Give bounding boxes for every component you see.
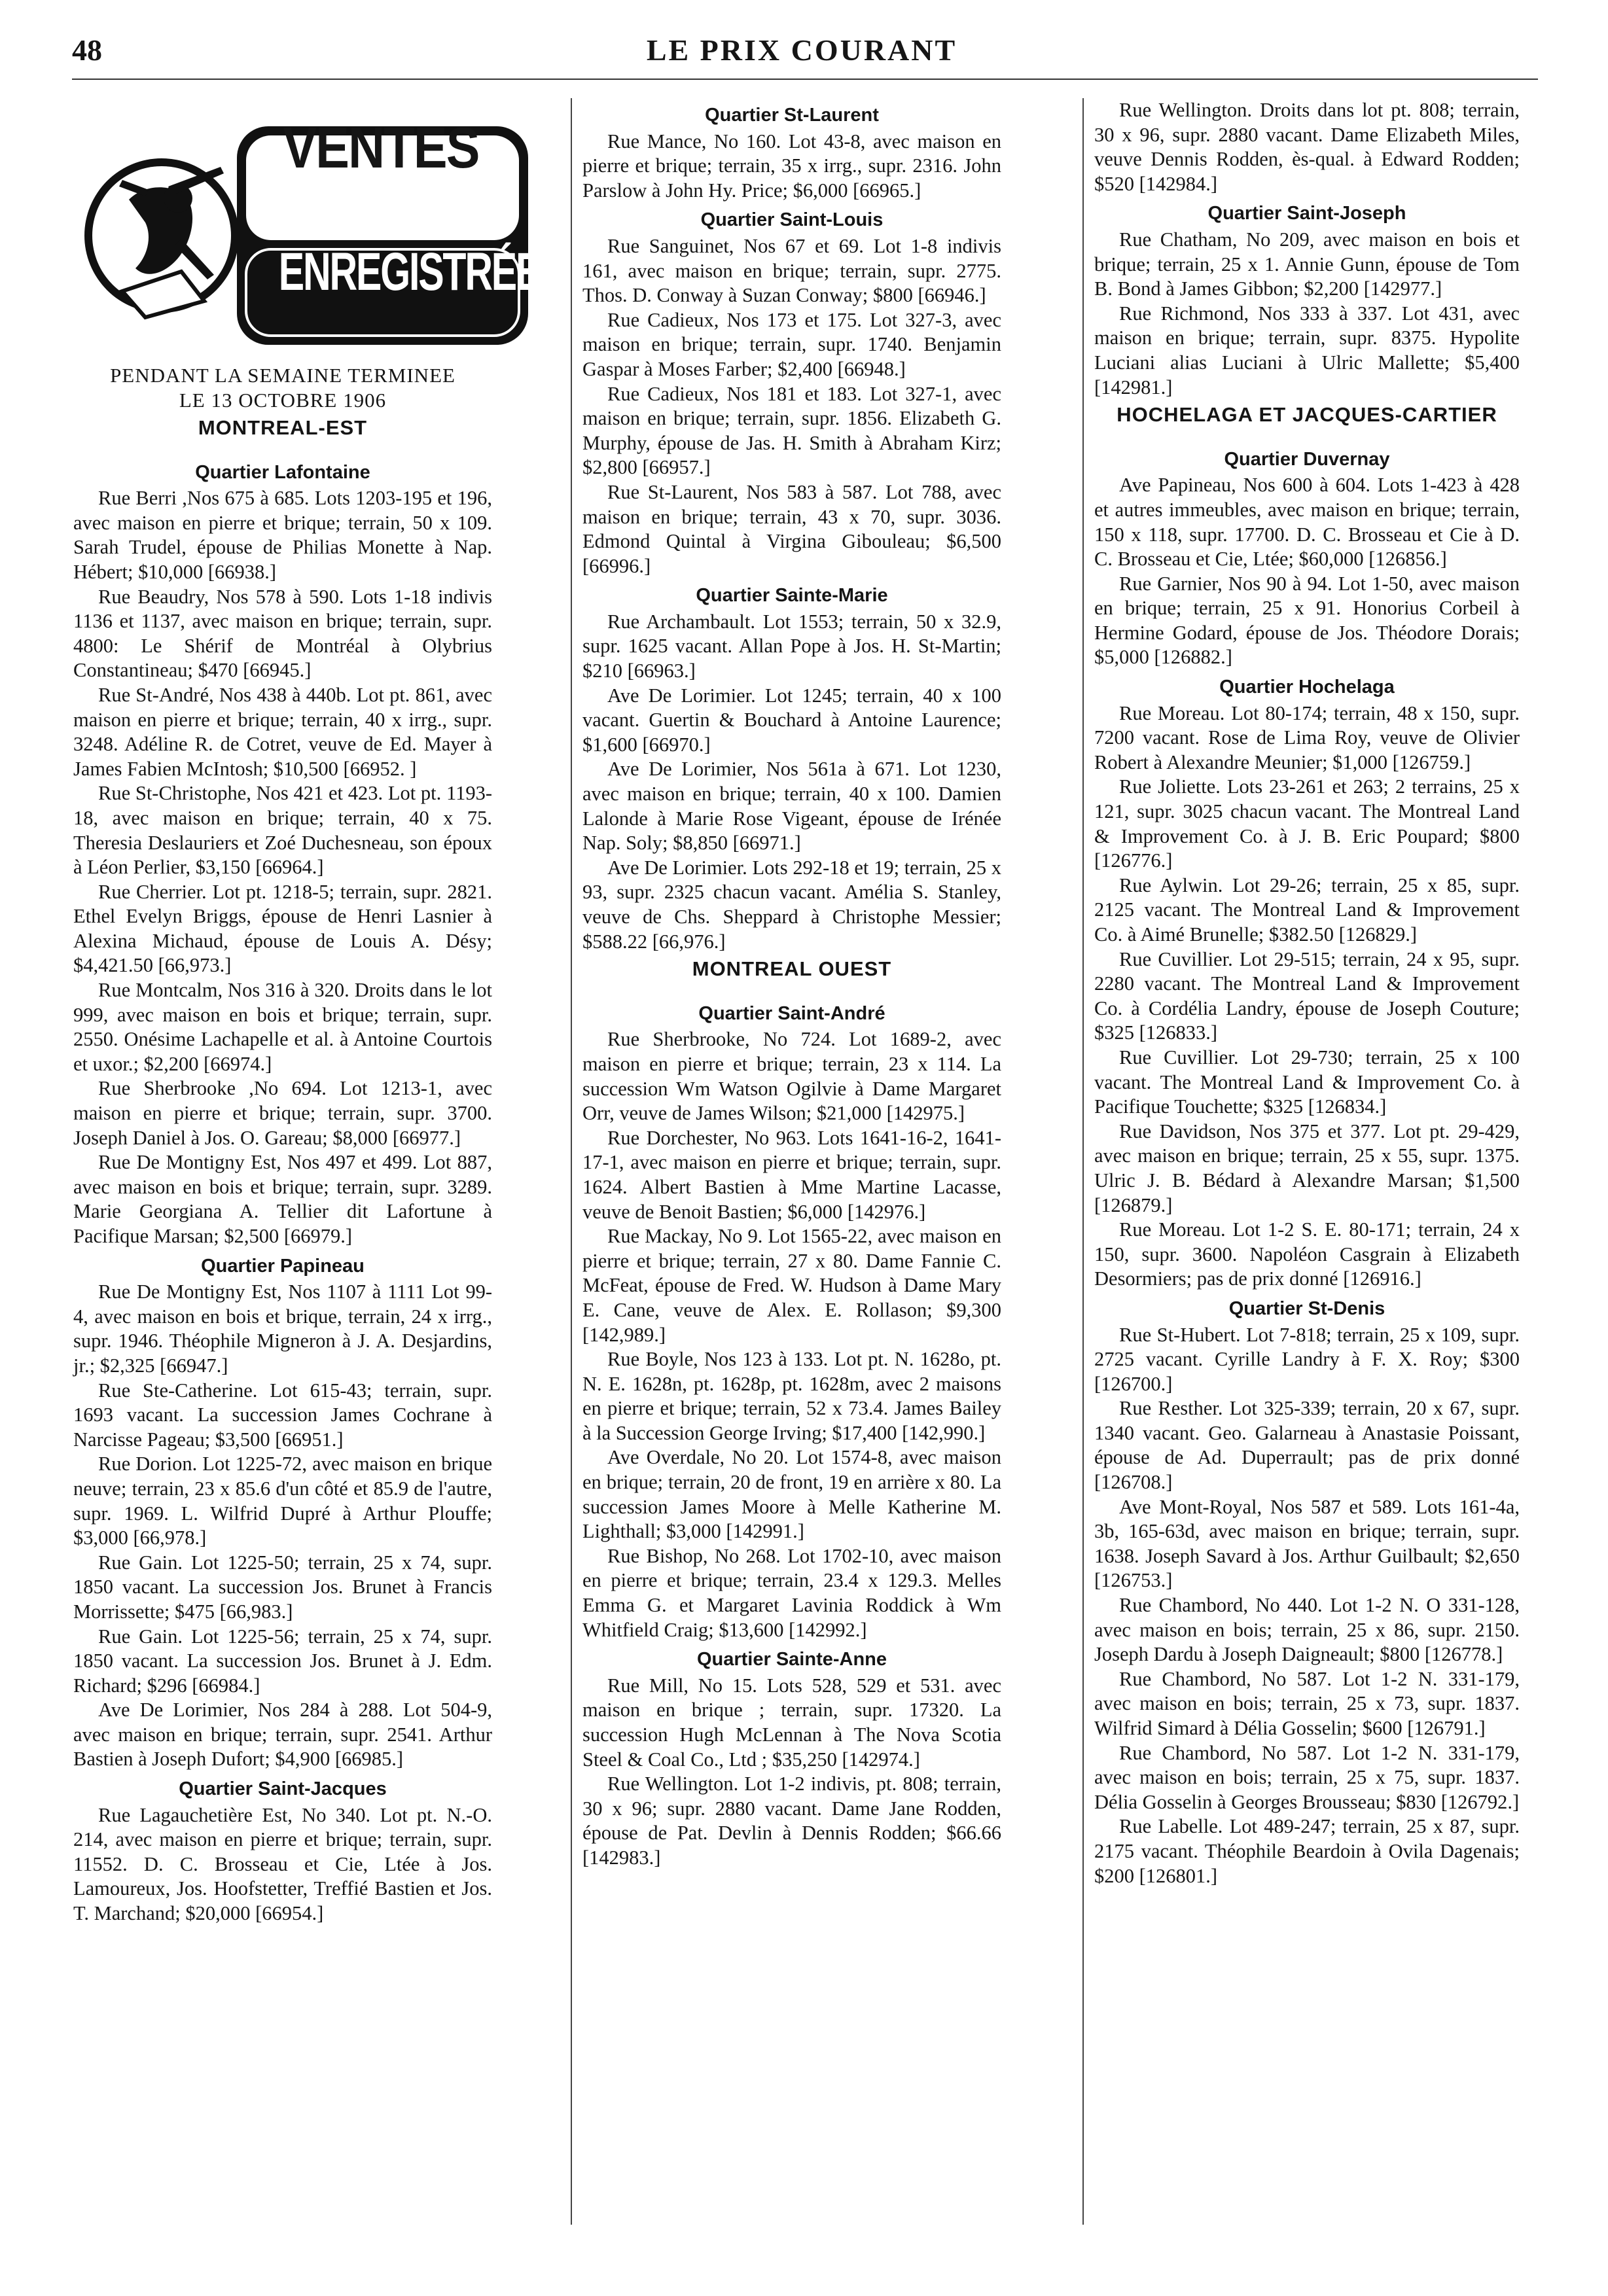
sale-entry: Rue Wellington. Droits dans lot pt. 808; terrain, 30 x 96, supr. 2880 vacant. Dame Elizabeth Miles, veuve Dennis Rodden, ès-qual. à Edward Rodden; $520 [142984.]: [1094, 99, 1520, 195]
sale-entry: Rue Mackay, No 9. Lot 1565-22, avec maison en pierre et brique; terrain, 27 x 80. Dame Fannie C. McFeat, épouse de Fred. W. Hudson à Dame Mary E. Cane, veuve de Alex. E. Rollason; $9,300 [142,989.]: [582, 1225, 1001, 1346]
column-2: [582, 98, 1001, 1871]
quarter-heading: Quartier Papineau: [201, 1255, 365, 1277]
district-heading: MONTREAL OUEST: [692, 957, 892, 981]
district-heading: MONTREAL-EST: [198, 416, 368, 439]
quarter-heading: Quartier St-Laurent: [705, 105, 879, 126]
column-1: [73, 98, 565, 1926]
sale-entry: Rue Richmond, Nos 333 à 337. Lot 431, avec maison en brique; terrain, supr. 8375. Hypolite Luciani alias Luciani à Ulric Mallette; $5,400 [142981.]: [1094, 302, 1520, 398]
district-heading: HOCHELAGA ET JACQUES-CARTIER: [1117, 403, 1497, 427]
sale-entry: Rue Mill, No 15. Lots 528, 529 et 531. avec maison en brique ; terrain, supr. 17320. La succession Hugh McLennan à The Nova Scotia Steel & Coal Co., Ltd ; $35,250 [142974.]: [582, 1674, 1001, 1771]
quarter-heading: Quartier Lafontaine: [195, 461, 370, 483]
column-1-body: [73, 415, 492, 1926]
sale-entry: Rue De Montigny Est, Nos 1107 à 1111 Lot 99-4, avec maison en bois et brique, terrain, 24 x irrg., supr. 1946. Théophile Migneron à J. A. Desjardins, jr.; $2,325 [66947.]: [73, 1280, 492, 1377]
period-line-2: LE 13 OCTOBRE 1906: [179, 389, 387, 412]
column-3-body: [1094, 98, 1520, 1888]
logo-title-line-1: VENTES: [283, 115, 479, 180]
sale-entry: Rue Dorion. Lot 1225-72, avec maison en brique neuve; terrain, 23 x 85.6 d'un côté et 85.9 de l'autre, supr. 1969. L. Wilfrid Dupré à Arthur Plouffe; $3,000 [66,978.]: [73, 1453, 492, 1549]
ventes-enregistrees-logo: [83, 115, 565, 350]
sale-entry: Rue Beaudry, Nos 578 à 590. Lots 1-18 indivis 1136 et 1137, avec maison en brique; terrain, supr. 4800: Le Shérif de Montréal à Olybrius Constantineau; $470 [66945.]: [73, 585, 492, 682]
column-3: [1094, 98, 1520, 1888]
sale-entry: Ave Papineau, Nos 600 à 604. Lots 1-423 à 428 et autres immeubles, avec maison en brique; terrain, 150 x 118, supr. 17700. D. C. Brosseau et Cie à D. C. Brosseau et Cie, Ltée; $60,000 [126856.]: [1094, 474, 1520, 571]
quarter-heading: Quartier Saint-André: [698, 1002, 885, 1024]
sale-entry: Rue Berri ,Nos 675 à 685. Lots 1203-195 et 196, avec maison en pierre et brique; terrain, 50 x 109. Sarah Trudel, épouse de Philias Monette à Nap. Hébert; $10,000 [66938.]: [73, 487, 492, 583]
sale-entry: Rue Wellington. Lot 1-2 indivis, pt. 808; terrain, 30 x 96; supr. 2880 vacant. Dame Jane Rodden, épouse de Pat. Devlin à Dennis Rodden; $66.66 [142983.]: [582, 1773, 1001, 1869]
sale-entry: Ave De Lorimier, Nos 284 à 288. Lot 504-9, avec maison en brique; terrain, supr. 2541. Arthur Bastien à Joseph Dufort; $4,900 [66985.]: [73, 1699, 492, 1771]
sale-entry: Rue Garnier, Nos 90 à 94. Lot 1-50, avec maison en brique; terrain, 25 x 91. Honorius Corbeil à Hermine Godard, épouse de Jos. Théodore Dorais; $5,000 [126882.]: [1094, 572, 1520, 669]
quarter-heading: Quartier Saint-Louis: [700, 209, 884, 231]
sale-entry: Rue Chatham, No 209, avec maison en bois et brique; terrain, 25 x 1. Annie Gunn, épouse de Tom B. Bond à James Gibbon; $2,200 [142977.]: [1094, 228, 1520, 300]
column-divider: [1082, 98, 1084, 2225]
sale-entry: Rue Moreau. Lot 1-2 S. E. 80-171; terrain, 24 x 150, supr. 3600. Napoléon Casgrain à Elizabeth Desormiers; pas de prix donné [126916.]: [1094, 1218, 1520, 1290]
sale-entry: Rue Boyle, Nos 123 à 133. Lot pt. N. 1628o, pt. N. E. 1628n, pt. 1628p, pt. 1628m, avec 2 maisons en pierre et brique; terrain, 52 x 73.4. James Bailey à la Succession George Irving; $17,400 [142,990.]: [582, 1348, 1001, 1444]
page-header: [72, 33, 1531, 79]
sale-entry: Rue Montcalm, Nos 316 à 320. Droits dans le lot 999, avec maison en bois et brique; terrain, supr. 2550. Onésime Lachapelle et al. à Antoine Courtois et uxor.; $2,200 [66974.]: [73, 979, 492, 1075]
journal-title: LE PRIX COURANT: [646, 33, 957, 67]
sale-entry: Rue Cadieux, Nos 181 et 183. Lot 327-1, avec maison en brique; terrain, supr. 1856. Elizabeth G. Murphy, épouse de Jas. H. Smith à Abraham Kirz; $2,800 [66957.]: [582, 382, 1001, 479]
sale-entry: Rue Sherbrooke, No 724. Lot 1689-2, avec maison en pierre et brique; terrain, 23 x 114. La succession Wm Watson Ogilvie à Dame Margaret Orr, veuve de James Wilson; $21,000 [142975.]: [582, 1028, 1001, 1125]
quarter-heading: Quartier Duvernay: [1224, 448, 1390, 470]
sale-entry: Rue Dorchester, No 963. Lots 1641-16-2, 1641-17-1, avec maison en pierre et brique; terrain, supr. 1624. Albert Bastien à Mme Martine Lacasse, veuve de Benoit Bastien; $6,000 [142976.]: [582, 1126, 1001, 1223]
sale-entry: Rue Archambault. Lot 1553; terrain, 50 x 32.9, supr. 1625 vacant. Allan Pope à Jos. H. St-Martin; $210 [66963.]: [582, 610, 1001, 682]
sale-entry: Rue De Montigny Est, Nos 497 et 499. Lot 887, avec maison en bois et brique; terrain, supr. 3289. Marie Georgiana A. Tellier dit Lafortune à Pacifique Marsan; $2,500 [66979.]: [73, 1151, 492, 1247]
quarter-heading: Quartier Saint-Joseph: [1207, 203, 1406, 224]
logo-title-line-2: ENREGISTRÉES: [278, 242, 565, 302]
quarter-heading: Quartier St-Denis: [1228, 1298, 1385, 1319]
sale-entry: Rue St-Hubert. Lot 7-818; terrain, 25 x 109, supr. 2725 vacant. Cyrille Landry à F. X. Roy; $300 [126700.]: [1094, 1323, 1520, 1395]
sale-entry: Ave De Lorimier. Lot 1245; terrain, 40 x 100 vacant. Guertin & Bouchard à Antoine Laurence; $1,600 [66970.]: [582, 684, 1001, 756]
sale-entry: Rue Ste-Catherine. Lot 615-43; terrain, supr. 1693 vacant. La succession James Cochrane à Narcisse Pageau; $3,500 [66951.]: [73, 1379, 492, 1451]
sale-entry: Rue Chambord, No 440. Lot 1-2 N. O 331-128, avec maison en bois; terrain, 25 x 86, supr. 2150. Joseph Dardu à Joseph Daigneault; $800 [126778.]: [1094, 1594, 1520, 1666]
sale-entry: Ave Overdale, No 20. Lot 1574-8, avec maison en brique; terrain, 20 de front, 19 en arrière x 80. La succession James Moore à Melle Katherine M. Lighthall; $3,000 [142991.]: [582, 1446, 1001, 1543]
sale-entry: Rue Resther. Lot 325-339; terrain, 20 x 67, supr. 1340 vacant. Geo. Galarneau à Anastasie Poissant, épouse de Ad. Duperrault; pas de prix donné [126708.]: [1094, 1397, 1520, 1494]
sale-entry: Rue St-André, Nos 438 à 440b. Lot pt. 861, avec maison en pierre et brique; terrain, 40 x irrg., supr. 3248. Adéline R. de Cotret, veuve de Ed. Mayer à James Fabien McIntosh; $10,500 [66952. ]: [73, 683, 492, 780]
sale-entry: Rue Cherrier. Lot pt. 1218-5; terrain, supr. 2821. Ethel Evelyn Briggs, épouse de Henri Lasnier à Alexina Michaud, épouse de Louis A. Désy; $4,421.50 [66,973.]: [73, 880, 492, 977]
sale-entry: Rue Cuvillier. Lot 29-515; terrain, 24 x 95, supr. 2280 vacant. The Montreal Land & Improvement Co. à Cordélia Landry, épouse de Joseph Couture; $325 [126833.]: [1094, 947, 1520, 1044]
sale-entry: Rue Chambord, No 587. Lot 1-2 N. 331-179, avec maison en bois; terrain, 25 x 73, supr. 1837. Wilfrid Simard à Délia Gosselin; $600 [126791.]: [1094, 1667, 1520, 1739]
sale-entry: Rue Gain. Lot 1225-50; terrain, 25 x 74, supr. 1850 vacant. La succession Jos. Brunet à Francis Morrissette; $475 [66,983.]: [73, 1551, 492, 1623]
quarter-heading: Quartier Saint-Jacques: [179, 1778, 387, 1800]
sale-entry: Ave Mont-Royal, Nos 587 et 589. Lots 161-4a, 3b, 165-63d, avec maison en brique; terrain, supr. 1638. Joseph Savard à Jos. Arthur Guilbault; $2,650 [126753.]: [1094, 1495, 1520, 1592]
sale-entry: Rue Aylwin. Lot 29-26; terrain, 25 x 85, supr. 2125 vacant. The Montreal Land & Improvement Co. à Aimé Brunelle; $382.50 [126829.]: [1094, 874, 1520, 945]
sale-entry: Rue Mance, No 160. Lot 43-8, avec maison en pierre et brique; terrain, 35 x irrg., supr. 2316. John Parslow à John Hy. Price; $6,000 [66965.]: [582, 130, 1001, 202]
column-2-body: [582, 103, 1001, 1871]
quarter-heading: Quartier Sainte-Anne: [696, 1649, 887, 1670]
sale-entry: Rue Moreau. Lot 80-174; terrain, 48 x 150, supr. 7200 vacant. Rose de Lima Roy, veuve de Olivier Robert à Alexandre Meunier; $1,000 [126759.]: [1094, 701, 1520, 773]
sale-entry: Rue Davidson, Nos 375 et 377. Lot pt. 29-429, avec maison en brique; terrain, 25 x 55, supr. 1375. Ulric J. B. Bédard à Alexandre Marsan; $1,500 [126879.]: [1094, 1120, 1520, 1216]
sale-entry: Rue Labelle. Lot 489-247; terrain, 25 x 87, supr. 2175 vacant. Théophile Beardoin à Ovila Dagenais; $200 [126801.]: [1094, 1815, 1520, 1887]
sale-entry: Ave De Lorimier, Nos 561a à 671. Lot 1230, avec maison en brique; terrain, 40 x 100. Damien Lalonde à Marie Rose Vigeant, épouse de Irénée Nap. Soly; $8,850 [66971.]: [582, 758, 1001, 855]
sale-entry: Rue Lagauchetière Est, No 340. Lot pt. N.-O. 214, avec maison en pierre et brique; terrain, supr. 11552. D. C. Brosseau et Cie, Ltée à Jos. Lamoureux, Jos. Hoofstetter, Treffié Bastien et Jos. T. Marchand; $20,000 [66954.]: [73, 1803, 492, 1925]
sale-entry: Rue Cadieux, Nos 173 et 175. Lot 327-3, avec maison en brique; terrain, supr. 1740. Benjamin Gaspar à Moses Farber; $2,400 [66948.]: [582, 308, 1001, 380]
sale-entry: Rue Joliette. Lots 23-261 et 263; 2 terrains, 25 x 121, supr. 3025 chacun vacant. The Montreal Land & Improvement Co. à J. B. Eric Poupard; $800 [126776.]: [1094, 775, 1520, 872]
page-number: 48: [72, 33, 102, 67]
sale-entry: Rue Bishop, No 268. Lot 1702-10, avec maison en pierre et brique; terrain, 23.4 x 129.3. Melles Emma G. et Margaret Lavinia Roddick à Wm Whitfield Craig; $13,600 [142992.]: [582, 1544, 1001, 1641]
quarter-heading: Quartier Sainte-Marie: [696, 585, 888, 607]
sale-entry: Rue Gain. Lot 1225-56; terrain, 25 x 74, supr. 1850 vacant. La succession Jos. Brunet à J. Edm. Richard; $296 [66984.]: [73, 1625, 492, 1697]
column-divider: [571, 98, 572, 2225]
sale-entry: Rue Sanguinet, Nos 67 et 69. Lot 1-8 indivis 161, avec maison en brique; terrain, supr. 2775. Thos. D. Conway à Suzan Conway; $800 [66946.]: [582, 234, 1001, 307]
sale-entry: Rue Sherbrooke ,No 694. Lot 1213-1, avec maison en pierre et brique; terrain, supr. 3700. Joseph Daniel à Jos. O. Gareau; $8,000 [66977.]: [73, 1077, 492, 1149]
sale-entry: Rue St-Laurent, Nos 583 à 587. Lot 788, avec maison en brique; terrain, 43 x 70, supr. 3036. Edmond Quintal à Virgina Gibouleau; $6,500 [66996.]: [582, 480, 1001, 577]
sale-entry: Rue St-Christophe, Nos 421 et 423. Lot pt. 1193-18, avec maison en brique; terrain, 40 x 75. Theresia Deslauriers et Zoé Duchesneau, son époux à Léon Perlier, $3,150 [66964.]: [73, 782, 492, 879]
header-rule: [72, 79, 1538, 80]
period-line-1: PENDANT LA SEMAINE TERMINEE: [110, 364, 456, 387]
sale-entry: Ave De Lorimier. Lots 292-18 et 19; terrain, 25 x 93, supr. 2325 chacun vacant. Amélia S. Stanley, veuve de Chs. Sheppard à Christophe Messier; $588.22 [66,976.]: [582, 856, 1001, 953]
quarter-heading: Quartier Hochelaga: [1219, 677, 1395, 698]
sale-entry: Rue Cuvillier. Lot 29-730; terrain, 25 x 100 vacant. The Montreal Land & Improvement Co. à Pacifique Touchette; $325 [126834.]: [1094, 1046, 1520, 1118]
sale-entry: Rue Chambord, No 587. Lot 1-2 N. 331-179, avec maison en bois; terrain, 25 x 75, supr. 1837. Délia Gosselin à Georges Brousseau; $830 [126792.]: [1094, 1741, 1520, 1813]
